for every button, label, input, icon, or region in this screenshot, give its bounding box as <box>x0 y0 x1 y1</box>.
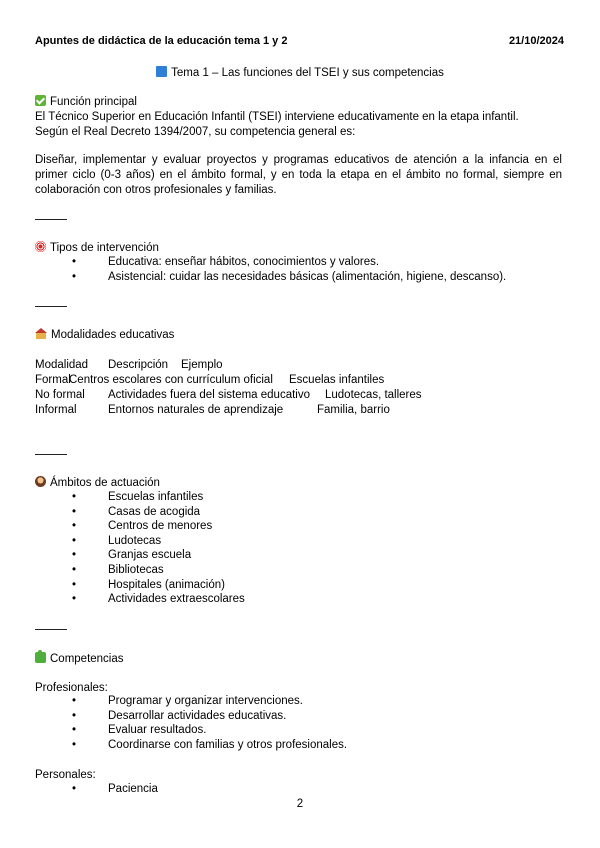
list-item: Centros de menores <box>108 520 213 532</box>
table-cell: Formal <box>35 374 71 386</box>
bullet: • <box>72 579 77 591</box>
list-item: Evaluar resultados. <box>108 724 207 736</box>
table-cell: Entornos naturales de aprendizaje <box>108 404 284 416</box>
bullet: • <box>72 724 77 736</box>
document-title: Apuntes de didáctica de la educación tema 1 y 2 <box>35 35 288 47</box>
page-header <box>35 35 564 51</box>
funcion-line-1: El Técnico Superior en Educación Infantil (TSEI) interviene educativamente en la etapa infantil. <box>35 111 519 123</box>
bullet: • <box>72 564 77 576</box>
list-item: Actividades extraescolares <box>108 593 245 605</box>
teacher-icon <box>35 476 46 487</box>
table-cell: Informal <box>35 404 77 416</box>
topic-title: Tema 1 – Las funciones del TSEI y sus competencias <box>0 66 600 81</box>
bullet: • <box>72 491 77 503</box>
table-header-cell: Modalidad <box>35 359 89 371</box>
list-item: Bibliotecas <box>108 564 164 576</box>
document-date: 21/10/2024 <box>508 35 564 47</box>
book-icon <box>156 66 167 77</box>
table-header-cell: Descripción <box>108 359 169 371</box>
puzzle-icon <box>35 652 46 663</box>
list-item: Granjas escuela <box>108 549 192 561</box>
personales-label: Personales: <box>35 769 96 781</box>
target-icon <box>35 241 46 252</box>
bullet: • <box>72 520 77 532</box>
school-icon <box>35 328 47 339</box>
list-item: Coordinarse con familias y otros profesionales. <box>108 739 348 751</box>
bullet: • <box>72 506 77 518</box>
check-icon <box>35 95 46 106</box>
section-heading-ambitos: Ámbitos de actuación <box>35 476 160 491</box>
list-item: Paciencia <box>108 783 158 795</box>
section-heading-competencias: Competencias <box>35 652 124 667</box>
bullet: • <box>72 256 77 268</box>
divider <box>35 219 67 220</box>
profesionales-label: Profesionales: <box>35 682 108 694</box>
divider <box>35 454 67 455</box>
bullet: • <box>72 549 77 561</box>
list-item: Programar y organizar intervenciones. <box>108 695 303 707</box>
bullet: • <box>72 271 77 283</box>
section-heading-modalidades: Modalidades educativas <box>35 328 174 343</box>
section-heading-tipos: Tipos de intervención <box>35 241 159 256</box>
list-item: Hospitales (animación) <box>108 579 225 591</box>
divider <box>35 306 67 307</box>
table-cell: Ludotecas, talleres <box>325 389 422 401</box>
bullet: • <box>72 710 77 722</box>
bullet: • <box>72 535 77 547</box>
table-cell: Actividades fuera del sistema educativo <box>108 389 310 401</box>
list-item: Casas de acogida <box>108 506 201 518</box>
bullet: • <box>72 783 77 795</box>
bullet: • <box>72 593 77 605</box>
table-cell: No formal <box>35 389 85 401</box>
table-header-cell: Ejemplo <box>181 359 223 371</box>
competencia-general-paragraph: Diseñar, implementar y evaluar proyectos y programas educativos de atención a la infancia en el primer ciclo (0-3 años) en el ámbito formal, y en toda la etapa en el ámbito no formal, siempre en colaboración con otros profesionales y familias. <box>35 154 562 196</box>
list-item: Ludotecas <box>108 535 162 547</box>
table-cell: Familia, barrio <box>317 404 390 416</box>
funcion-line-2: Según el Real Decreto 1394/2007, su competencia general es: <box>35 126 356 138</box>
table-cell: Escuelas infantiles <box>289 374 385 386</box>
list-item: Escuelas infantiles <box>108 491 204 503</box>
divider <box>35 629 67 630</box>
list-item: Educativa: enseñar hábitos, conocimientos y valores. <box>108 256 380 268</box>
bullet: • <box>72 695 77 707</box>
section-heading-funcion: Función principal <box>35 95 137 110</box>
list-item: Asistencial: cuidar las necesidades básicas (alimentación, higiene, descanso). <box>108 271 507 283</box>
bullet: • <box>72 739 77 751</box>
table-cell: Centros escolares con currículum oficial <box>69 374 273 386</box>
list-item: Desarrollar actividades educativas. <box>108 710 287 722</box>
page-number: 2 <box>296 798 304 810</box>
